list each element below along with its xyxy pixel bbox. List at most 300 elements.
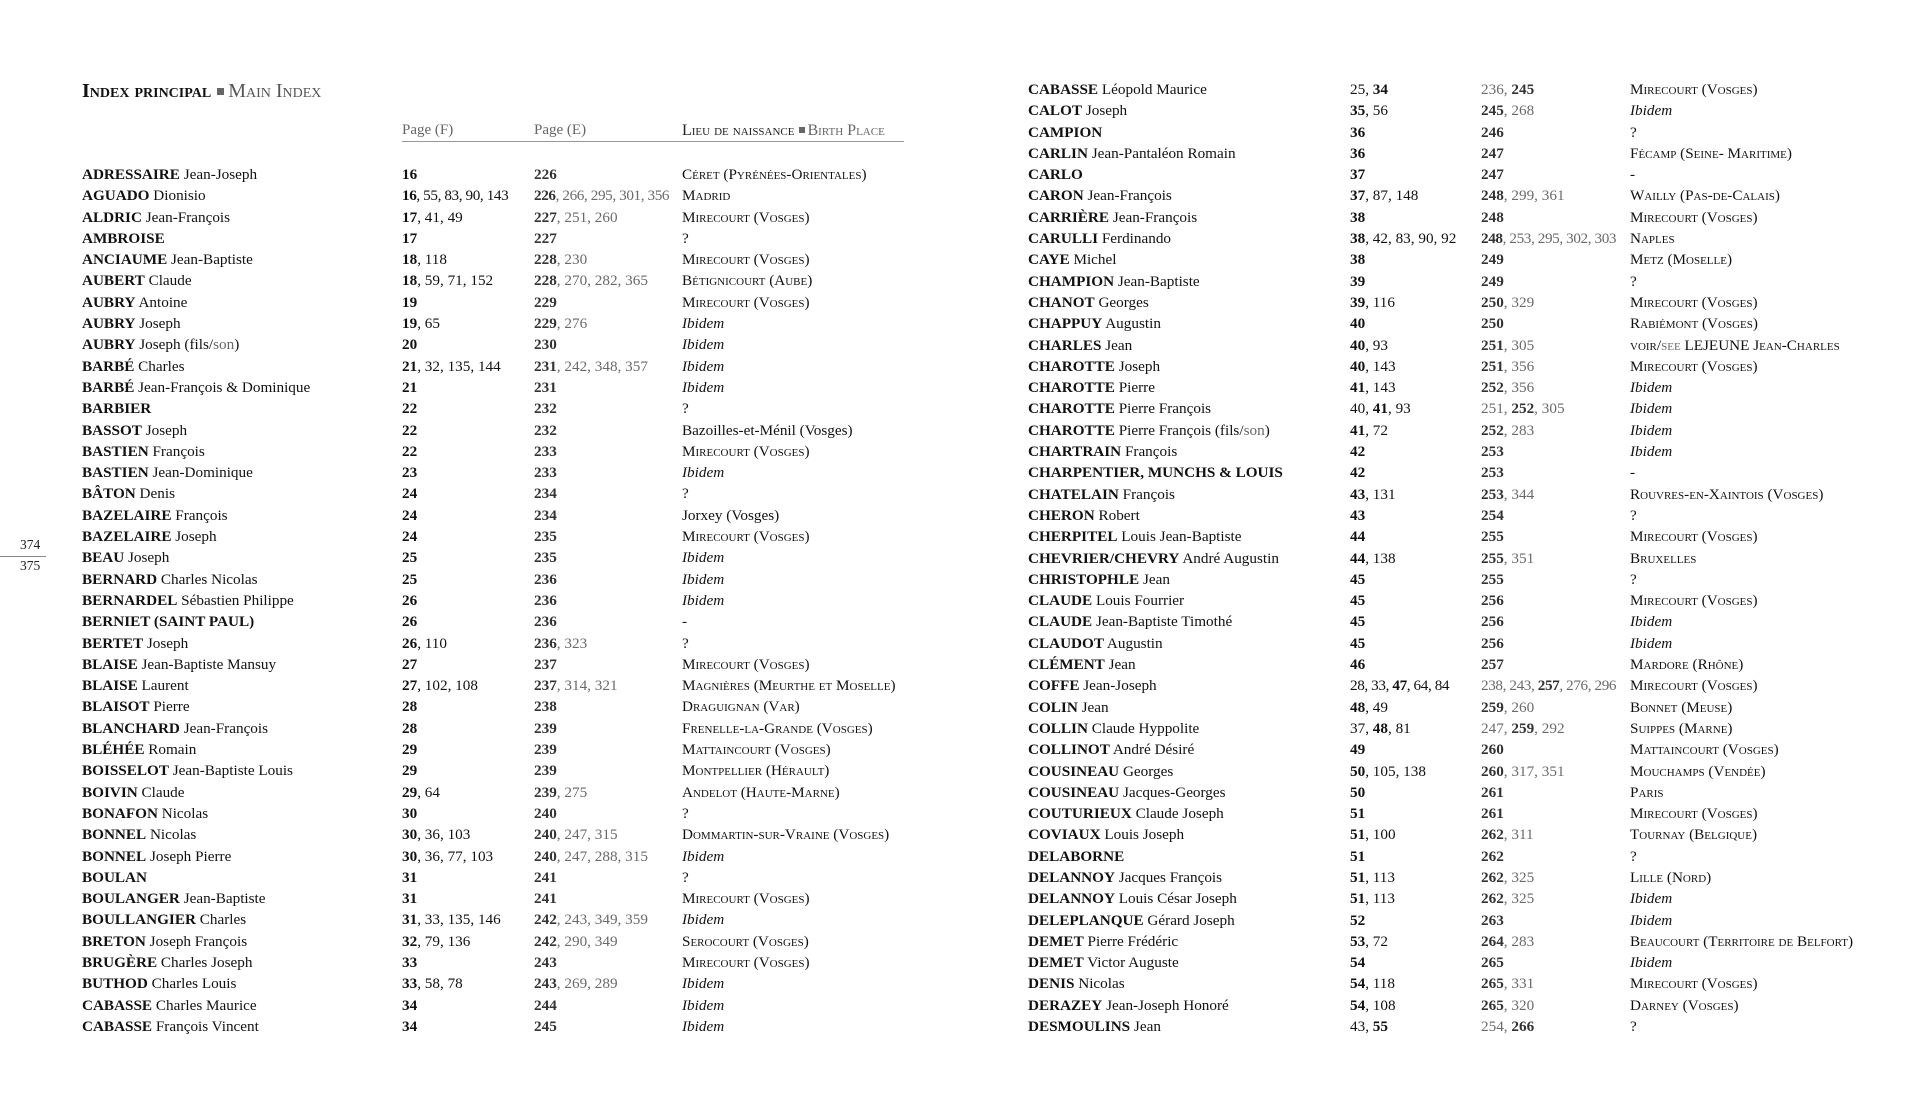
entry-given-name: Joseph [145, 421, 188, 439]
entry-birth-place [682, 718, 873, 739]
birth-place-text: Draguignan (Var) [682, 698, 800, 716]
birth-place-text: Wailly (Pas-de-Calais) [1630, 187, 1780, 205]
entry-surname: CARON [1028, 187, 1084, 205]
entry-surname: COLLINOT [1028, 741, 1110, 759]
entry-surname: BAZELAIRE [82, 528, 172, 546]
entry-pages-f [1350, 952, 1365, 973]
entry-pages-f [1350, 249, 1365, 270]
birth-place-text: Tournay (Belgique) [1630, 826, 1758, 844]
page-ref: 257 [1481, 656, 1504, 674]
entry-birth-place [1630, 590, 1758, 611]
header-place-fr: Lieu de naissance [682, 122, 795, 139]
entry-birth-place [1630, 888, 1672, 909]
entry-given-name: Jean [1133, 1018, 1161, 1036]
page-ref: 30 [402, 847, 418, 865]
entry-pages-f [402, 249, 447, 270]
page-ref: 237 [534, 677, 557, 695]
birth-place-text: Céret (Pyrénées-Orientales) [682, 166, 867, 183]
entry-pages-f [402, 654, 417, 675]
entry-given-name: Sébastien Philippe [181, 591, 294, 609]
entry-surname: COUSINEAU [1028, 762, 1120, 780]
page-ref: , 325 [1503, 868, 1535, 886]
birth-place-text: Andelot (Haute-Marne) [682, 783, 840, 801]
entry-pages-e [534, 973, 618, 994]
birth-place-text: Bruxelles [1630, 549, 1697, 567]
page-ref: , 331 [1503, 975, 1535, 993]
entry-pages-e [1481, 505, 1504, 526]
page-ref: , 283 [1503, 932, 1535, 950]
entry-pages-f [402, 377, 417, 398]
entry-surname: BONAFON [82, 804, 158, 822]
page-ref: , 242, 348, 357 [556, 357, 648, 375]
entry-birth-place [1630, 377, 1672, 398]
page-ref: 17 [402, 208, 418, 226]
entry-name [82, 824, 196, 845]
birth-place-text: ? [1630, 847, 1637, 865]
page-ref: 247, [1481, 719, 1512, 737]
entry-name [1028, 590, 1184, 611]
birth-place-text: Mouchamps (Vendée) [1630, 762, 1766, 780]
entry-surname: CHERON [1028, 506, 1095, 524]
birth-place-text: Beaucourt (Territoire de Belfort) [1630, 932, 1854, 950]
entry-pages-e [1481, 1016, 1534, 1037]
page-ref: , 58, 78 [417, 975, 463, 993]
entry-surname: AUBERT [82, 272, 145, 290]
entry-pages-f [1350, 441, 1365, 462]
entry-pages-e [1481, 420, 1534, 441]
entry-given-name: Jean-François [1087, 187, 1172, 205]
entry-surname: BASTIEN [82, 464, 149, 482]
birth-place-text: Ibidem [682, 1017, 725, 1035]
entry-name [1028, 271, 1200, 292]
entry-pages-f [1350, 313, 1365, 334]
entry-surname: CAMPION [1028, 123, 1103, 141]
birth-place-text: Ibidem [682, 591, 725, 609]
page-ref: 34 [402, 1017, 418, 1035]
entry-birth-place [1630, 335, 1840, 356]
birth-place-text: Mirecourt (Vosges) [682, 890, 810, 908]
entry-pages-f [1350, 420, 1388, 441]
birth-place-text: Mirecourt (Vosges) [1630, 677, 1758, 695]
page-ref: 33 [402, 975, 418, 993]
entry-birth-place [1630, 356, 1758, 377]
entry-name [1028, 441, 1177, 462]
entry-surname: BARBIER [82, 400, 152, 418]
entry-surname: CHRISTOPHLE [1028, 570, 1140, 588]
header-divider [402, 141, 904, 142]
entry-given-name: Nicolas [161, 804, 209, 822]
entry-given-name: Jacques François [1118, 868, 1223, 886]
page-ref: , 56 [1365, 102, 1388, 120]
entry-pages-f [1350, 888, 1395, 909]
page-ref: 235 [534, 549, 557, 567]
entry-surname: BÂTON [82, 485, 136, 503]
entry-surname: ALDRIC [82, 208, 142, 226]
page-ref: , 247, 315 [556, 826, 618, 844]
entry-pages-e [1481, 718, 1565, 739]
page-ref: , 230 [556, 251, 588, 269]
entry-pages-f [1350, 697, 1388, 718]
birth-place-text: ? [1630, 506, 1637, 524]
entry-name [82, 739, 196, 760]
entry-birth-place [682, 824, 889, 845]
page-ref: 50 [1350, 783, 1366, 801]
entry-name [82, 654, 276, 675]
page-ref: , 290, 349 [556, 932, 618, 950]
page-ref: 256 [1481, 634, 1504, 652]
entry-pages-f [402, 334, 417, 355]
page-ref: 227 [534, 229, 557, 247]
entry-pages-e [534, 654, 557, 675]
entry-surname: ADRESSAIRE [82, 166, 180, 183]
birth-place-text: Mirecourt (Vosges) [682, 655, 810, 673]
entry-pages-e [1481, 313, 1504, 334]
entry-pages-e [534, 633, 587, 654]
entry-name [1028, 611, 1232, 632]
entry-given-name: Denis [139, 485, 175, 503]
page-ref: 238, 243, [1481, 677, 1538, 695]
entry-given-name: Claude Joseph [1135, 805, 1224, 823]
entry-name [82, 420, 187, 441]
entry-name [1028, 377, 1155, 398]
entry-given-name: Joseph Pierre [149, 847, 232, 865]
entry-pages-f [402, 824, 470, 845]
page-ref: 18 [402, 251, 418, 269]
entry-pages-e [534, 909, 648, 930]
entry-pages-f [1350, 590, 1365, 611]
entry-birth-place [682, 973, 724, 994]
entry-pages-e [1481, 207, 1504, 228]
entry-given-name: Charles [138, 357, 185, 375]
page-ref: , 351 [1503, 549, 1535, 567]
entry-surname: CALOT [1028, 102, 1083, 120]
entry-name [1028, 782, 1226, 803]
birth-place-text: Mirecourt (Vosges) [682, 528, 810, 546]
page-ref: 48 [1372, 719, 1388, 737]
entry-birth-place [682, 952, 810, 973]
separator-square-icon [217, 88, 224, 95]
birth-place-text: Ibidem [1630, 443, 1673, 461]
entry-surname: COFFE [1028, 677, 1080, 695]
entry-birth-place [682, 270, 812, 291]
entry-given-name: Charles [199, 911, 247, 929]
entry-surname: COUSINEAU [1028, 783, 1120, 801]
page-ref: 29 [402, 741, 418, 759]
entry-pages-e [1481, 973, 1534, 994]
page-ref: 40 [1350, 357, 1366, 375]
entry-name [82, 569, 258, 590]
page-ref: , 131 [1365, 485, 1396, 503]
entry-surname: CHEVRIER/CHEVRY [1028, 549, 1180, 567]
entry-given-name: Claude Hyppolite [1091, 719, 1200, 737]
entry-pages-e [534, 952, 557, 973]
entry-birth-place [1630, 952, 1672, 973]
birth-place-text: Ibidem [1630, 911, 1673, 929]
entry-birth-place [682, 377, 724, 398]
entry-birth-place [682, 675, 896, 696]
entry-surname: BEAU [82, 549, 125, 567]
entry-name [82, 356, 185, 377]
page-ref: , 266, 295, 301, 356 [555, 187, 670, 205]
page-ref: , 356 [1503, 357, 1535, 375]
page-ref: 262 [1481, 847, 1504, 865]
entry-birth-place [682, 760, 829, 781]
page-ref: 28, 33, [1350, 677, 1393, 695]
entry-name [82, 888, 266, 909]
entry-birth-place [1630, 420, 1672, 441]
entry-birth-place [682, 995, 724, 1016]
page-ref: , 32, 135, 144 [417, 357, 501, 375]
entry-given-name: Jean [1108, 656, 1136, 674]
page-ref: 25, [1350, 81, 1373, 98]
entry-birth-place [1630, 697, 1732, 718]
birth-place-text: Ibidem [682, 464, 725, 482]
page-ref: 240 [534, 804, 557, 822]
entry-surname: BAZELAIRE [82, 506, 172, 524]
entry-name [1028, 995, 1229, 1016]
entry-pages-f [402, 483, 417, 504]
birth-place-text: Ibidem [682, 975, 725, 993]
page-ref: 228 [534, 251, 557, 269]
page-ref: 264 [1481, 932, 1504, 950]
entry-birth-place [1630, 207, 1758, 228]
entry-pages-f [1350, 846, 1365, 867]
entry-birth-place [1630, 271, 1637, 292]
entry-pages-e [534, 334, 557, 355]
entry-pages-f [402, 931, 470, 952]
entry-pages-f [402, 526, 417, 547]
entry-name [1028, 548, 1279, 569]
page-ref: 43 [1350, 506, 1366, 524]
page-ref: 261 [1481, 805, 1504, 823]
entry-given-name: Pierre [1118, 379, 1155, 397]
entry-pages-e [1481, 335, 1534, 356]
entry-given-name-en: son [1243, 421, 1265, 439]
page-ref: 53 [1350, 932, 1366, 950]
entry-name [1028, 718, 1199, 739]
birth-place-text: Mirecourt (Vosges) [1630, 208, 1758, 226]
entry-pages-e [534, 441, 557, 462]
entry-pages-e [1481, 867, 1534, 888]
page-ref: 231 [534, 378, 557, 396]
birth-place-text: Rouvres-en-Xaintois (Vosges) [1630, 485, 1824, 503]
entry-name [1028, 761, 1173, 782]
entry-birth-place [682, 867, 689, 888]
entry-pages-e [534, 867, 557, 888]
page-ref: 25 [402, 570, 418, 588]
entry-name [82, 441, 205, 462]
entry-surname: DEMET [1028, 954, 1084, 972]
page-ref: 16 [402, 166, 418, 183]
page-ref: , 269, 289 [556, 975, 618, 993]
entry-name [1028, 313, 1161, 334]
entry-given-name: Charles Joseph [160, 953, 253, 971]
entry-given-name: Léopold Maurice [1101, 81, 1207, 98]
entry-pages-e [534, 888, 557, 909]
entry-birth-place [1630, 739, 1779, 760]
page-ref: 263 [1481, 911, 1504, 929]
entry-pages-f [1350, 143, 1365, 164]
birth-place-text: ? [682, 485, 689, 503]
entry-name [1028, 335, 1132, 356]
birth-place-text: - [1630, 464, 1636, 482]
entry-surname: DERAZEY [1028, 996, 1103, 1014]
entry-name [82, 505, 228, 526]
entry-surname: CABASSE [82, 996, 153, 1014]
entry-name [82, 633, 188, 654]
entry-surname: COVIAUX [1028, 826, 1101, 844]
page-ref: 265 [1481, 996, 1504, 1014]
entry-surname: CHAROTTE [1028, 379, 1115, 397]
entry-pages-f [1350, 931, 1388, 952]
birth-place-text: Mirecourt (Vosges) [682, 251, 810, 269]
birth-place-text: ? [682, 634, 689, 652]
entry-name [1028, 185, 1172, 206]
entry-surname: CAYE [1028, 251, 1070, 269]
page-ref: 29 [402, 762, 418, 780]
entry-birth-place [1630, 292, 1758, 313]
entry-pages-e [1481, 633, 1504, 654]
entry-name [1028, 164, 1083, 185]
page-ref: 38 [1350, 230, 1366, 248]
entry-pages-f [402, 803, 417, 824]
page-ref: , 118 [1365, 975, 1395, 993]
entry-birth-place [682, 931, 809, 952]
entry-given-name: Pierre Frédéric [1087, 932, 1179, 950]
entry-pages-e [1481, 356, 1534, 377]
page-ref: 226 [534, 166, 557, 183]
page-ref: 45 [1350, 634, 1366, 652]
entry-birth-place [682, 611, 687, 632]
page-ref: , 253, 295, 302, 303 [1502, 230, 1617, 248]
page-ref: , 276, 296 [1559, 677, 1617, 695]
entry-given-name: Joseph [1085, 102, 1128, 120]
entry-surname: CHARLES [1028, 336, 1102, 354]
page-ref: , 64, 84 [1406, 677, 1450, 695]
entry-pages-f [1350, 505, 1365, 526]
entry-pages-e [534, 313, 587, 334]
page-ref: 26 [402, 591, 418, 609]
birth-place-text: - [1630, 166, 1636, 184]
birth-place-text: Darney (Vosges) [1630, 996, 1739, 1014]
entry-given-name: Louis César Joseph [1118, 890, 1237, 908]
entry-birth-place [682, 356, 724, 377]
page-ref: , 299, 361 [1503, 187, 1565, 205]
page-ref: 26 [402, 634, 418, 652]
page-ref: 231 [534, 357, 557, 375]
entry-surname: BERNARDEL [82, 591, 178, 609]
page-ref: , 102, 108 [417, 677, 478, 695]
page-ref: 32 [402, 932, 418, 950]
entry-pages-e [534, 1016, 557, 1037]
entry-pages-e [1481, 548, 1534, 569]
page-ref: 41 [1350, 379, 1366, 397]
entry-pages-e [1481, 782, 1504, 803]
entry-pages-f [1350, 867, 1395, 888]
birth-place-text: Mirecourt (Vosges) [1630, 805, 1758, 823]
entry-pages-f [402, 782, 440, 803]
page-ref: , 81 [1387, 719, 1411, 737]
page-ref: 245 [1481, 102, 1504, 120]
page-ref: 245 [534, 1017, 557, 1035]
page-ref: 34 [402, 996, 418, 1014]
entry-pages-e [534, 483, 557, 504]
entry-pages-e [1481, 569, 1504, 590]
entry-birth-place [682, 207, 810, 228]
page-ref: 36 [1350, 144, 1366, 162]
page-ref: 27 [402, 677, 418, 695]
entry-given-name: Victor Auguste [1087, 954, 1179, 972]
page-ref: , 247, 288, 315 [556, 847, 648, 865]
entry-given-name: Joseph [139, 315, 181, 333]
page-ref: 37, [1350, 719, 1373, 737]
page-ref: 46 [1350, 656, 1366, 674]
entry-pages-e [1481, 824, 1534, 845]
entry-pages-e [1481, 398, 1565, 419]
page-ref: 54 [1350, 954, 1366, 972]
birth-place-text: Ibidem [1630, 400, 1673, 418]
entry-given-name: Jean-François [1112, 208, 1198, 226]
entry-pages-f [402, 420, 417, 441]
entry-given-name: Augustin [1106, 634, 1163, 652]
entry-given-name: Jean-Baptiste [1117, 272, 1200, 290]
entry-pages-e [1481, 100, 1534, 121]
entry-given-name: Joseph [146, 634, 189, 652]
page-ref: , 305 [1534, 400, 1565, 418]
entry-birth-place [1630, 782, 1664, 803]
entry-name [82, 675, 189, 696]
page-ref: 30 [402, 804, 418, 822]
page-ref: 238 [534, 698, 557, 716]
page-ref: 249 [1481, 251, 1504, 269]
page-ref: 26 [402, 613, 418, 631]
entry-pages-f [402, 718, 417, 739]
entry-given-name: Louis Jean-Baptiste [1121, 528, 1242, 546]
page-ref: 250 [1481, 315, 1504, 333]
page-ref: 229 [534, 293, 557, 311]
entry-given-name: Pierre [153, 698, 190, 716]
page-ref: , 79, 136 [417, 932, 471, 950]
entry-given-name: Laurent [141, 677, 189, 695]
entry-pages-f [402, 909, 501, 930]
entry-surname: COUTURIEUX [1028, 805, 1132, 823]
page-ref: , 113 [1365, 890, 1395, 908]
page-ref: 266 [1511, 1018, 1535, 1036]
entry-pages-f [1350, 356, 1396, 377]
entry-pages-f [1350, 462, 1365, 483]
entry-name [1028, 888, 1237, 909]
entry-surname: CHAROTTE [1028, 400, 1115, 418]
entry-pages-e [534, 420, 557, 441]
birth-place-text: ? [682, 868, 689, 886]
entry-given-name: Pierre François [1118, 400, 1212, 418]
birth-place-text: Metz (Moselle) [1630, 251, 1733, 269]
page-ref: 249 [1481, 272, 1504, 290]
page-ref: 248 [1481, 208, 1504, 226]
entry-pages-f [402, 569, 417, 590]
entry-name [1028, 526, 1241, 547]
entry-surname: BARBÉ [82, 357, 135, 375]
entry-pages-e [534, 696, 557, 717]
entry-pages-e [1481, 292, 1534, 313]
page-ref: 33 [402, 953, 418, 971]
entry-pages-f [1350, 484, 1396, 505]
entry-birth-place [1630, 79, 1758, 100]
entry-given-name: Charles Maurice [155, 996, 257, 1014]
page-ref: , 113 [1365, 868, 1395, 886]
entry-birth-place [682, 803, 689, 824]
entry-surname: CHAROTTE [1028, 357, 1115, 375]
